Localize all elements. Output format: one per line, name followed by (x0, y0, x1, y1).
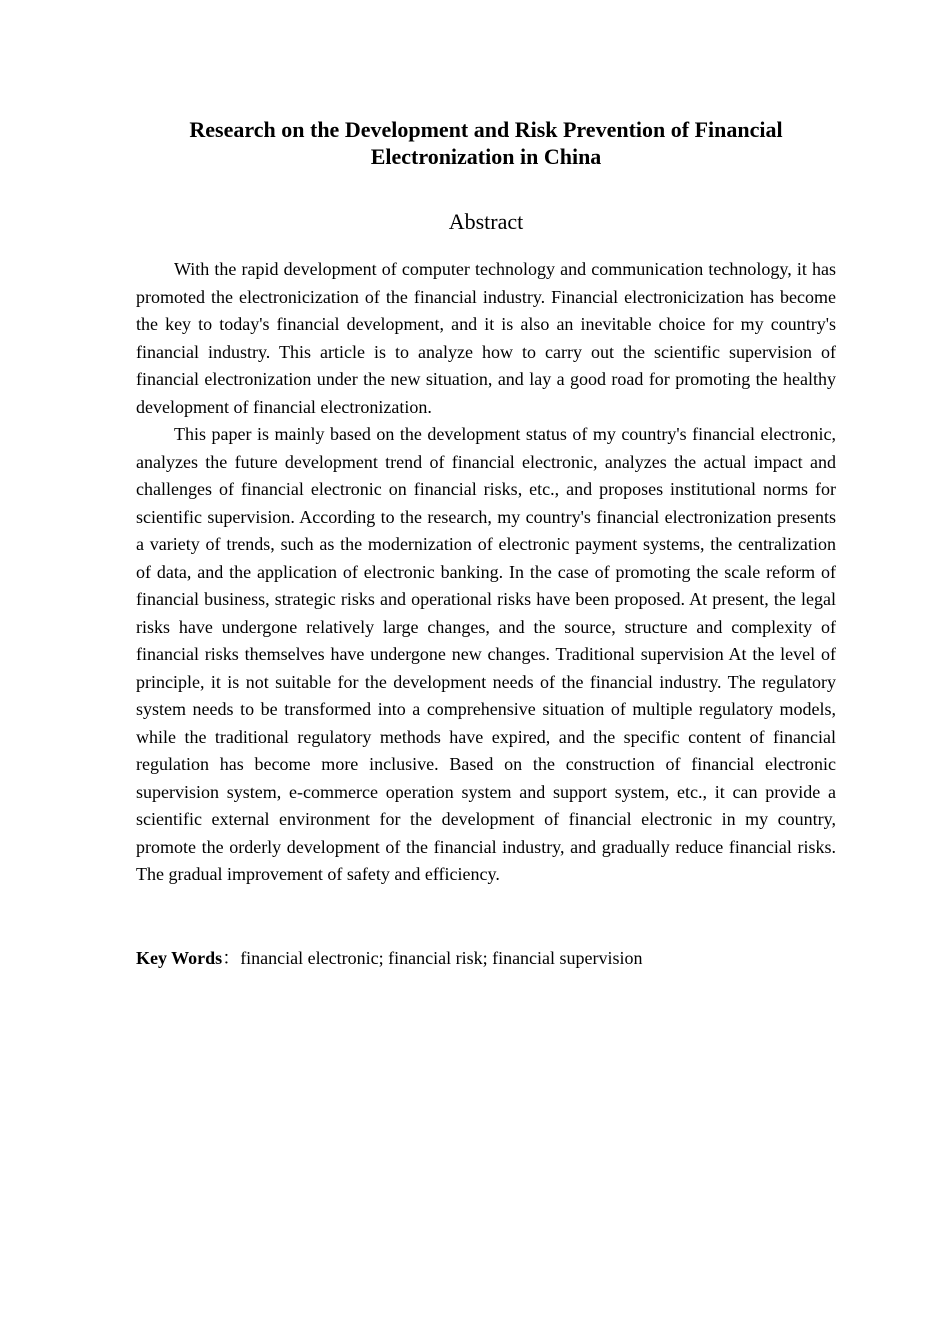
keywords-value: financial electronic; financial risk; financial supervision (240, 947, 643, 968)
abstract-heading: Abstract (448, 209, 524, 234)
abstract-paragraph-1: With the rapid development of computer technology and communication technology, it has promoted the electronicization of the financial industry. Financial electronicization has become the key to today's financial development, and it is also an inevitable choice for my country's financial industry. This article is to analyze how to carry out the scientific supervision of financial electronization under the new situation, and lay a good road for promoting the healthy development of financial electronization. (136, 259, 836, 417)
abstract-paragraph-2: This paper is mainly based on the development status of my country's financial electronic, analyzes the future development trend of financial electronic, analyzes the actual impact and challenges of financial electronic on financial risks, etc., and proposes institutional norms for scientific supervision. According to the research, my country's financial electronization presents a variety of trends, such as the modernization of electronic payment systems, the centralization of data, and the application of electronic banking. In the case of promoting the scale reform of financial business, strategic risks and operational risks have been proposed. At present, the legal risks have undergone relatively large changes, and the source, structure and complexity of financial risks themselves have undergone new changes. Traditional supervision At the level of principle, it is not suitable for the development needs of the financial industry. The regulatory system needs to be transformed into a comprehensive situation of multiple regulatory models, while the traditional regulatory methods have expired, and the specific content of financial regulation has become more inclusive. Based on the construction of financial electronic supervision system, e-commerce operation system and support system, etc., it can provide a scientific external environment for the development of financial electronic in my country, promote the orderly development of the financial industry, and gradually reduce financial risks. The gradual improvement of safety and efficiency. (136, 424, 836, 884)
paper-title-line-1: Research on the Development and Risk Prevention of Financial (189, 117, 783, 142)
keywords-line (136, 945, 836, 972)
paper-title (136, 116, 836, 170)
paper-title-line-2: Electronization in China (370, 144, 602, 169)
abstract-body (136, 256, 836, 889)
document-page (136, 116, 836, 972)
keywords-separator: ： (222, 947, 241, 968)
keywords-label: Key Words (136, 947, 223, 968)
